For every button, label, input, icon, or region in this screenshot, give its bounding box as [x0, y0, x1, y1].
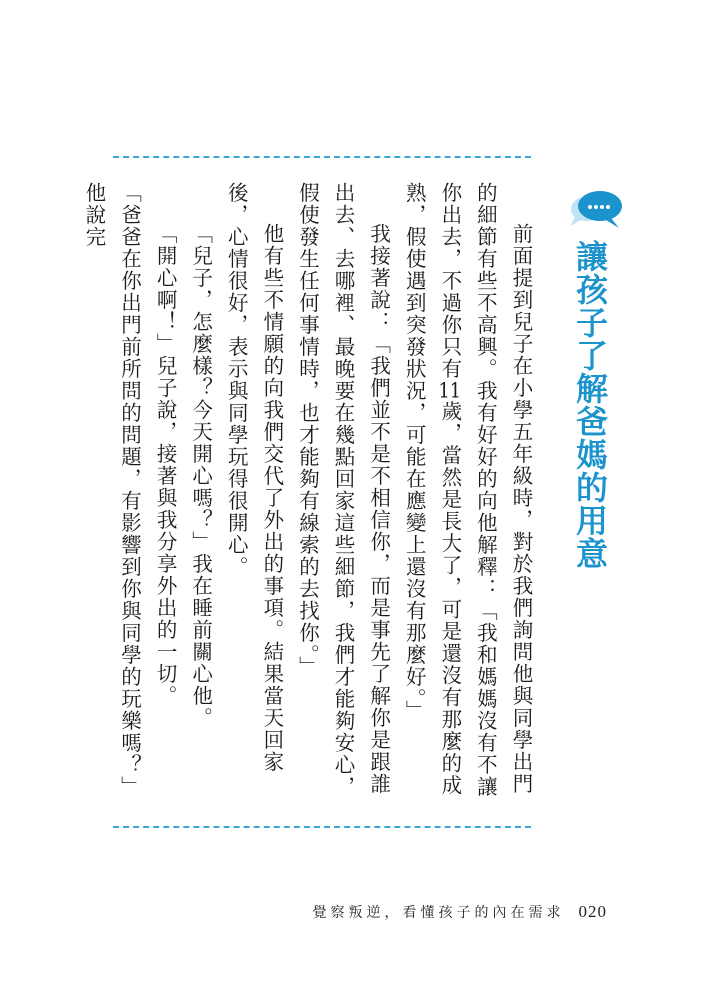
- paragraph-1-part-a: 前面提到兒子在小學五年級時，對於我們詢問他與同學出門的細節有些不高興。我有好好的向他解釋：「我和媽媽沒有不讓你出去，不過你只有: [437, 182, 533, 798]
- page-footer: [313, 902, 608, 922]
- body-text: [75, 182, 538, 804]
- paragraph-1: [396, 182, 538, 804]
- paragraph-6: 「爸爸在你出門前所問的問題，有影響到你與同學的玩樂嗎？」他說完: [81, 182, 142, 798]
- speech-bubble-icon: [567, 188, 627, 232]
- age-number: 11: [438, 380, 462, 401]
- top-divider: [113, 156, 531, 158]
- paragraph-4: 「兒子，怎麼樣？今天開心嗎？」我在睡前關心他。: [188, 223, 213, 729]
- book-title: 覺察叛逆，看懂孩子的內在需求: [312, 905, 565, 921]
- paragraph-1-part-b: 歲，當然是長大了，可是還沒有那麼的成熟，假使遇到突發狀況，可能在應變上還沒有那麼好。」: [402, 182, 462, 797]
- paragraph-5: 「開心啊！」兒子說，接著與我分享外出的一切。: [153, 223, 178, 707]
- page-number: 020: [578, 902, 607, 921]
- section-heading: 讓孩子了解爸媽的用意: [571, 240, 609, 570]
- bottom-divider: [113, 826, 531, 828]
- paragraph-2: 我接著說：「我們並不是不相信你，而是事先了解你是跟誰出去、去哪裡、最晚要在幾點回家這些細節，我們才能夠安心，假使發生任何事情時，也才能夠有線索的去找你。」: [295, 182, 391, 798]
- paragraph-3: 他有些不情願的向我們交代了外出的事項。結果當天回家後，心情很好，表示與同學玩得很開心。: [224, 182, 284, 773]
